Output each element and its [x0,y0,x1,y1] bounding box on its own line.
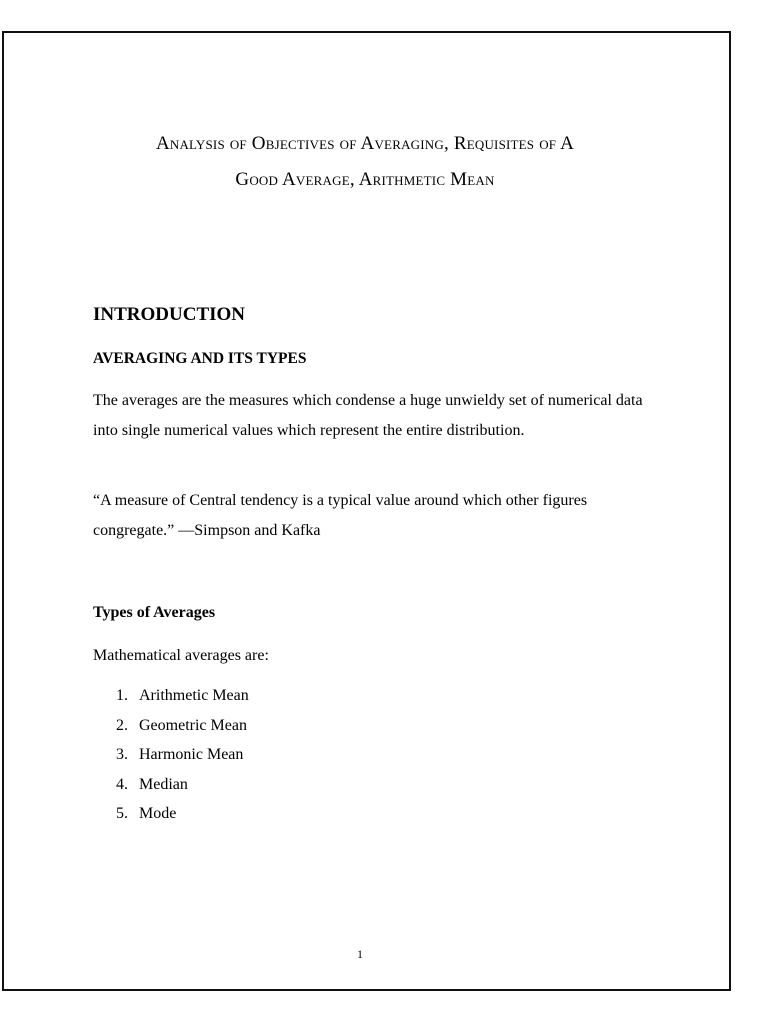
page-number: 1 [357,947,363,961]
section-heading-introduction: INTRODUCTION [93,304,246,325]
quote-central-tendency: “A measure of Central tendency is a typical value around which other figures congregate.” —Simpson and Kafka [93,492,588,539]
list-item [116,774,249,804]
subheading-averaging-types: AVERAGING AND ITS TYPES [93,350,307,367]
document-title-line-1: Analysis of Objectives of Averaging, Requisites of A [155,133,575,154]
list-item-label: Mode [139,805,177,822]
heading-types-of-averages: Types of Averages [93,604,216,621]
list-item [116,685,249,715]
list-item-number: 4. [116,775,128,793]
list-item [116,803,249,833]
list-item-number: 2. [116,716,128,734]
list-item-label: Median [139,775,188,793]
list-intro-text: Mathematical averages are: [93,647,269,664]
list-item-number: 1. [116,687,128,704]
list-item-number: 3. [116,746,128,763]
list-item-label: Geometric Mean [139,716,247,734]
paragraph-averages-definition: The averages are the measures which condense a huge unwieldy set of numerical data into single numerical values which represent the entire distribution. [93,392,643,439]
list-item [116,744,249,774]
averages-list [116,685,249,833]
document-title-line-2: Good Average, Arithmetic Mean [235,169,495,190]
list-item-label: Arithmetic Mean [139,687,249,704]
list-item-number: 5. [116,805,128,822]
list-item-label: Harmonic Mean [139,746,244,763]
list-item [116,715,249,745]
